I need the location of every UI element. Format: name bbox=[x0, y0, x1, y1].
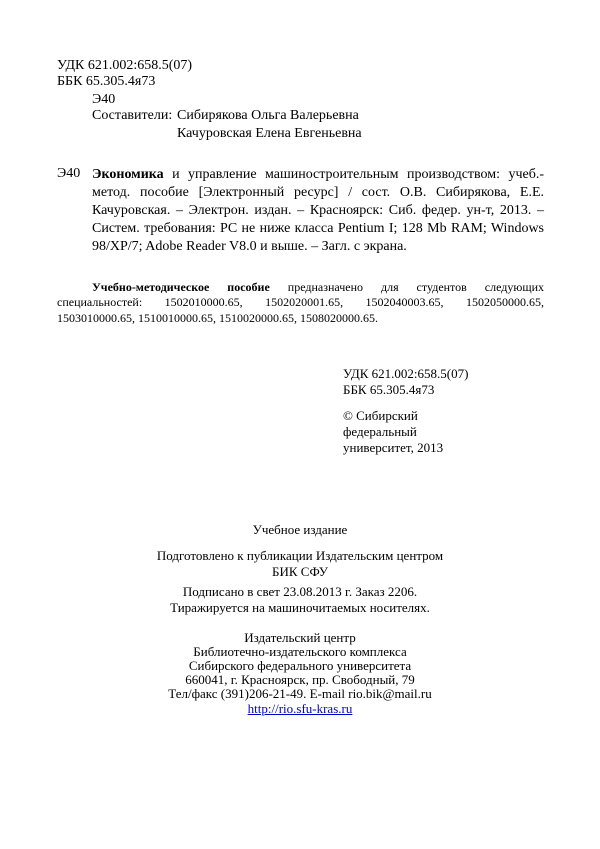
udk-code: УДК 621.002:658.5(07) bbox=[57, 58, 193, 73]
bib-line-4: Систем. требования: PC не ниже класса Pentium I; 128 Mb RAM; Windows bbox=[92, 221, 544, 236]
bib-mark: Э40 bbox=[57, 166, 81, 181]
publisher-url-link[interactable]: http://rio.sfu-kras.ru bbox=[247, 701, 353, 716]
publisher-contacts: Тел/факс (391)206-21-49. E-mail rio.bik@mail.ru bbox=[168, 686, 432, 701]
copyright-line-1: © Сибирский bbox=[343, 408, 418, 423]
bib-line-1: Экономика и управление машиностроительным производством: учеб.- bbox=[92, 167, 544, 182]
compiler-2: Качуровская Елена Евгеньевна bbox=[177, 126, 362, 141]
signed-line: Подписано в свет 23.08.2013 г. Заказ 2206. bbox=[182, 584, 418, 599]
copyright-line-3: университет, 2013 bbox=[343, 440, 444, 455]
publisher-line-3: Сибирского федерального университета bbox=[188, 658, 412, 673]
bib-line-3: Качуровская. – Электрон. издан. – Красноярск: Сиб. федер. ун-т, 2013. – bbox=[92, 203, 544, 218]
replicated-line: Тиражируется на машиночитаемых носителях. bbox=[170, 600, 430, 615]
annotation-bold: Учебно-методическое пособие bbox=[92, 280, 270, 294]
compilers-label: Составители: bbox=[92, 108, 173, 123]
annotation-line-2: специальностей: 1502010000.65, 1502020001.65, 1502040003.65, 1502050000.65, bbox=[57, 295, 544, 309]
bib-line-5: 98/XP/7; Adobe Reader V8.0 и выше. – Загл. с экрана. bbox=[92, 239, 407, 254]
bbk-code: ББК 65.305.4я73 bbox=[57, 74, 156, 89]
author-mark: Э40 bbox=[92, 92, 116, 107]
prepared-line-2: БИК СФУ bbox=[272, 564, 328, 579]
edition-type: Учебное издание bbox=[252, 522, 348, 537]
publisher-url-wrap bbox=[100, 701, 500, 717]
publisher-address: 660041, г. Красноярск, пр. Свободный, 79 bbox=[185, 672, 415, 687]
right-bbk: ББК 65.305.4я73 bbox=[343, 382, 435, 397]
right-udk: УДК 621.002:658.5(07) bbox=[343, 366, 469, 381]
annotation-line-3: 1503010000.65, 1510010000.65, 1510020000.65, 1508020000.65. bbox=[57, 311, 378, 325]
copyright-line-2: федеральный bbox=[343, 424, 417, 439]
bib-line-2: метод. пособие [Электронный ресурс] / сост. О.В. Сибирякова, Е.Е. bbox=[92, 185, 544, 200]
annotation-line-1: Учебно-методическое пособие предназначено для студентов следующих bbox=[92, 280, 544, 294]
bibliographic-record bbox=[92, 166, 544, 256]
compiler-1: Сибирякова Ольга Валерьевна bbox=[177, 108, 359, 123]
prepared-line-1: Подготовлено к публикации Издательским центром bbox=[156, 548, 444, 563]
bib-title: Экономика bbox=[92, 167, 164, 182]
annotation bbox=[92, 280, 544, 294]
annotation-specialties bbox=[57, 294, 544, 326]
publisher-line-1: Издательский центр bbox=[244, 630, 356, 645]
publisher-line-2: Библиотечно-издательского комплекса bbox=[193, 644, 407, 659]
